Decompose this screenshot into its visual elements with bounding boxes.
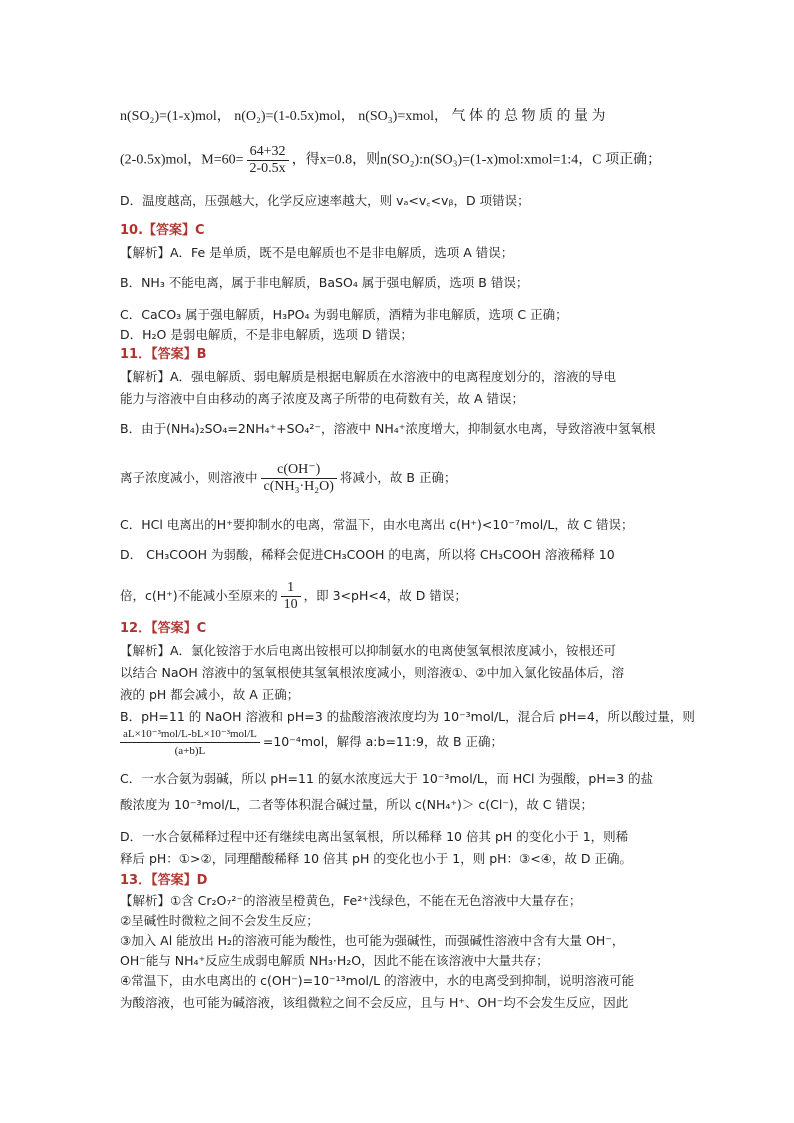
text-line-with-fraction <box>120 726 503 759</box>
text-line: 【解析】①含 Cr₂O₇²⁻的溶液呈橙黄色，Fe²⁺浅绿色，不能在无色溶液中大量存在； <box>120 893 582 908</box>
answer-heading: 10.【答案】C <box>120 223 205 238</box>
text-line: n(SO₂)=(1-x)mol， n(O₂)=(1-0.5x)mol， n(SO₃)=xmol， 气 体 的 总 物 质 的 量 为 <box>120 109 606 124</box>
text-line: C．一水合氨为弱碱，所以 pH=11 的氨水浓度远大于 10⁻³mol/L，而 HCl 为强酸，pH=3 的盐 <box>120 771 654 786</box>
text-line: C．HCl 电离出的H⁺要抑制水的电离，常温下，由水电离出 c(H⁺)<10⁻⁷mol/L，故 C 错误； <box>120 517 634 532</box>
fraction-numerator: c(OH⁻) <box>261 462 337 479</box>
text-line: B．pH=11 的 NaOH 溶液和 pH=3 的盐酸溶液浓度均为 10⁻³mol/L，混合后 pH=4，所以酸过量，则 <box>120 709 695 724</box>
text-line: C．CaCO₃ 属于强电解质，H₃PO₄ 为弱电解质，酒精为非电解质，选项 C 正确； <box>120 307 568 322</box>
text-line: ②呈碱性时微粒之间不会发生反应； <box>120 913 319 928</box>
text-line-with-fraction <box>120 580 467 613</box>
fraction-denominator: 10 <box>283 597 298 612</box>
answer-heading: 11．【答案】B <box>120 347 207 362</box>
text-line: D． CH₃COOH 为弱酸，稀释会促进CH₃COOH 的电离，所以将 CH₃COOH 溶液稀释 10 <box>120 547 615 562</box>
text-segment: ，得x=0.8，则n(SO₂):n(SO₃)=(1-x)mol:xmol=1:4，C 项正确； <box>291 152 662 168</box>
answer-heading: 13．【答案】D <box>120 873 208 888</box>
text-line: 释后 pH：①>②，同理醋酸稀释 10 倍其 pH 的变化也小于 1，则 pH：③<④，故 D 正确。 <box>120 851 633 866</box>
text-line: 以结合 NaOH 溶液中的氢氧根使其氢氧根浓度减小，则溶液①、②中加入氯化铵晶体后，溶 <box>120 665 625 680</box>
fraction-numerator: aL×10⁻³mol/L-bL×10⁻³mol/L <box>120 726 260 743</box>
fraction <box>120 726 260 759</box>
text-line: D．温度越高，压强越大，化学反应速率越大，则 vₐ<v꜀<vᵦ，D 项错误； <box>120 193 530 208</box>
text-line: 为酸溶液，也可能为碱溶液，该组微粒之间不会反应，且与 H⁺、OH⁻均不会发生反应，因此 <box>120 995 629 1010</box>
text-segment: 倍，c(H⁺)不能减小至原来的 <box>120 588 278 603</box>
text-segment: 离子浓度减小，则溶液中 <box>120 470 258 485</box>
fraction-denominator: 2-0.5x <box>249 161 286 176</box>
text-line: 【解析】A．强电解质、弱电解质是根据电解质在水溶液中的电离程度划分的，溶液的导电 <box>120 369 617 384</box>
text-line-with-fraction <box>120 144 661 177</box>
text-segment: =10⁻⁴mol，解得 a:b=11:9，故 B 正确； <box>262 734 504 749</box>
text-line: OH⁻能与 NH₄⁺反应生成弱电解质 NH₃·H₂O，因此不能在该溶液中大量共存； <box>120 953 549 968</box>
fraction-numerator: 1 <box>281 580 301 597</box>
text-segment: 将减小，故 B 正确； <box>339 470 457 485</box>
text-line: 【解析】A．氯化铵溶于水后电离出铵根可以抑制氨水的电离使氢氧根浓度减小，铵根还可 <box>120 643 617 658</box>
text-line: B．NH₃ 不能电离，属于非电解质，BaSO₄ 属于强电解质，选项 B 错误； <box>120 275 529 290</box>
text-line: B．由于(NH₄)₂SO₄=2NH₄⁺+SO₄²⁻，溶液中 NH₄⁺浓度增大，抑制氨水电离，导致溶液中氢氧根 <box>120 421 656 436</box>
fraction-denominator: (a+b)L <box>174 745 206 757</box>
text-line: 【解析】A．Fe 是单质，既不是电解质也不是非电解质，选项 A 错误； <box>120 245 514 260</box>
text-line: ④常温下，由水电离出的 c(OH⁻)=10⁻¹³mol/L 的溶液中，水的电离受到抑制，说明溶液可能 <box>120 973 635 988</box>
fraction <box>261 462 337 495</box>
text-line: ③加入 Al 能放出 H₂的溶液可能为酸性，也可能为强碱性，而强碱性溶液中含有大量 OH⁻， <box>120 933 625 948</box>
text-line-with-fraction <box>120 462 456 495</box>
answer-heading: 12．【答案】C <box>120 621 207 636</box>
fraction <box>281 580 301 613</box>
text-segment: (2-0.5x)mol，M=60= <box>120 152 244 168</box>
text-line: D．一水合氨稀释过程中还有继续电离出氢氧根，所以稀释 10 倍其 pH 的变化小于 1，则稀 <box>120 829 629 844</box>
text-line: D．H₂O 是弱电解质，不是非电解质，选项 D 错误； <box>120 327 413 342</box>
text-segment: ，即 3<pH<4，故 D 错误； <box>303 588 467 603</box>
fraction-denominator: c(NH₃·H₂O) <box>263 479 334 494</box>
fraction <box>247 144 289 177</box>
text-line: 能力与溶液中自由移动的离子浓度及离子所带的电荷数有关，故 A 错误； <box>120 391 524 406</box>
fraction-numerator: 64+32 <box>247 144 289 161</box>
text-line: 酸浓度为 10⁻³mol/L，二者等体积混合碱过量，所以 c(NH₄⁺)＞ c(Cl⁻)，故 C 错误； <box>120 797 593 812</box>
text-line: 液的 pH 都会减小，故 A 正确； <box>120 687 300 702</box>
